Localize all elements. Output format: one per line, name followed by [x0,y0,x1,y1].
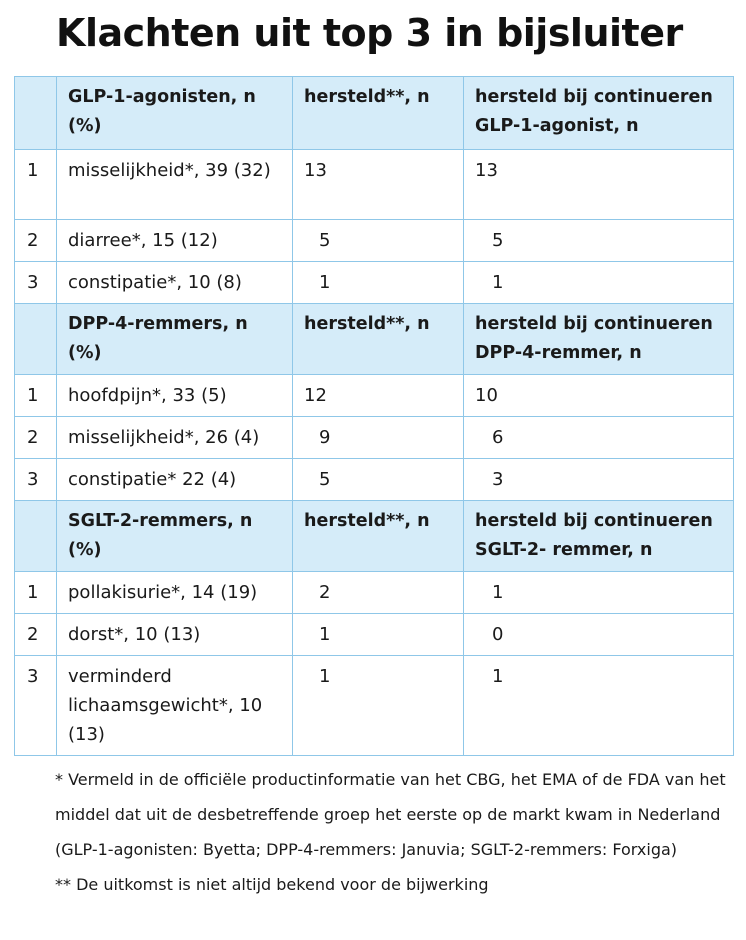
continued-header: hersteld bij continueren SGLT-2- remmer, n [464,501,734,572]
table-row [15,262,734,304]
rank-cell: 3 [15,656,57,756]
rank-cell: 3 [15,459,57,501]
recovered-cell: 1 [293,614,464,656]
rank-cell: 2 [15,220,57,262]
recovered-cell: 1 [293,262,464,304]
continued-cell: 1 [464,656,734,756]
recovered-header: hersteld**, n [293,304,464,375]
drug-class-header: SGLT-2-remmers, n (%) [57,501,293,572]
rank-cell: 1 [15,150,57,220]
recovered-cell: 1 [293,656,464,756]
footnotes [55,762,735,902]
recovered-cell: 13 [293,150,464,220]
table-row [15,572,734,614]
rank-header-cell [15,501,57,572]
footnote-single-asterisk: * Vermeld in de officiële productinformatie van het CBG, het EMA of de FDA van het middel dat uit de desbetreffende groep het eerste op de markt kwam in Nederland (GLP-1-agonisten: Byetta; DPP-4-remmers: Januvia; SGLT-2-remmers: Forxiga) [55,770,726,859]
complaint-cell: pollakisurie*, 14 (19) [57,572,293,614]
complaint-cell: constipatie* 22 (4) [57,459,293,501]
continued-cell: 13 [464,150,734,220]
rank-header-cell [15,304,57,375]
recovered-cell: 2 [293,572,464,614]
recovered-header: hersteld**, n [293,501,464,572]
complaint-cell: verminderd lichaamsgewicht*, 10 (13) [57,656,293,756]
continued-cell: 5 [464,220,734,262]
continued-cell: 6 [464,417,734,459]
drug-class-header: DPP-4-remmers, n (%) [57,304,293,375]
recovered-header: hersteld**, n [293,77,464,150]
recovered-cell: 9 [293,417,464,459]
complaint-cell: misselijkheid*, 39 (32) [57,150,293,220]
table-row [15,459,734,501]
continued-header: hersteld bij continueren GLP-1-agonist, n [464,77,734,150]
complaint-cell: misselijkheid*, 26 (4) [57,417,293,459]
table-row [15,417,734,459]
page-title: Klachten uit top 3 in bijsluiter [56,11,683,55]
rank-cell: 2 [15,614,57,656]
continued-cell: 0 [464,614,734,656]
complaint-cell: constipatie*, 10 (8) [57,262,293,304]
complaint-cell: diarree*, 15 (12) [57,220,293,262]
complaint-cell: hoofdpijn*, 33 (5) [57,375,293,417]
table-row [15,150,734,220]
table-row [15,375,734,417]
group-header-row [15,501,734,572]
complaints-table [14,76,734,756]
group-header-row [15,304,734,375]
continued-cell: 10 [464,375,734,417]
recovered-cell: 5 [293,220,464,262]
table-row [15,220,734,262]
recovered-cell: 12 [293,375,464,417]
table-row [15,656,734,756]
rank-header-cell [15,77,57,150]
footnote-double-asterisk: ** De uitkomst is niet altijd bekend voor de bijwerking [55,875,489,894]
continued-cell: 3 [464,459,734,501]
group-header-row [15,77,734,150]
rank-cell: 1 [15,572,57,614]
rank-cell: 3 [15,262,57,304]
drug-class-header: GLP-1-agonisten, n (%) [57,77,293,150]
table-row [15,614,734,656]
continued-header: hersteld bij continueren DPP-4-remmer, n [464,304,734,375]
complaint-cell: dorst*, 10 (13) [57,614,293,656]
recovered-cell: 5 [293,459,464,501]
rank-cell: 1 [15,375,57,417]
continued-cell: 1 [464,572,734,614]
continued-cell: 1 [464,262,734,304]
rank-cell: 2 [15,417,57,459]
